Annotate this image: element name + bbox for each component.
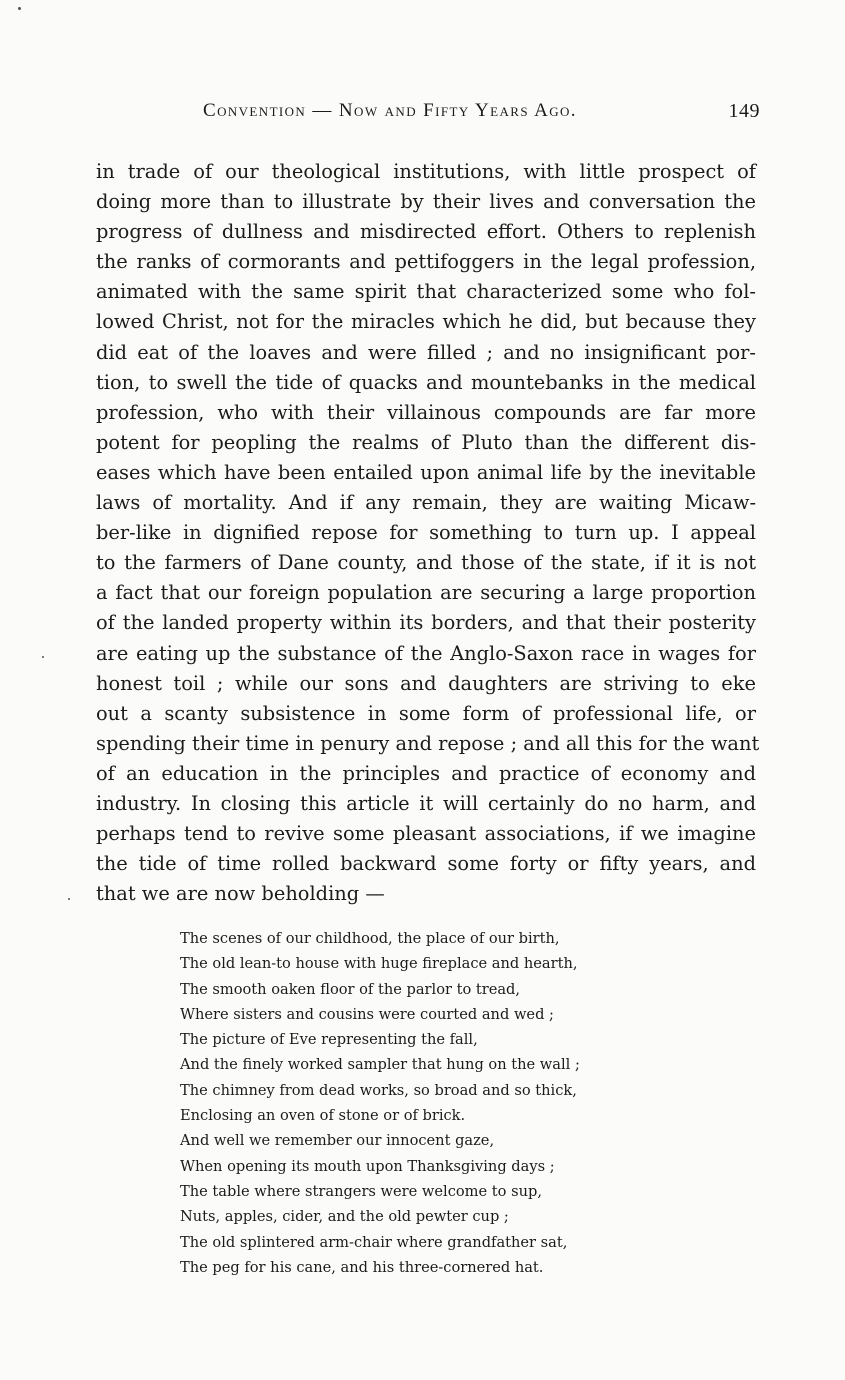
poem-line: Enclosing an oven of stone or of brick. [180,1107,466,1125]
text-line: of the landed property within its borders, and that their posterity [96,611,756,635]
text-line: a fact that our foreign population are securing a large proportion [96,581,756,605]
text-line: the ranks of cormorants and pettifoggers in the legal profession, [96,250,756,274]
text-line: out a scanty subsistence in some form of professional life, or [96,701,756,725]
text-line: honest toil ; while our sons and daughters are striving to eke [96,671,756,695]
text-line: profession, who with their villainous compounds are far more [96,400,756,424]
text-line: did eat of the loaves and were filled ; and no insignificant por- [96,340,756,364]
running-title: Convention — Now and Fifty Years Ago. [203,100,577,121]
text-line: doing more than to illustrate by their lives and conversation the [96,190,756,214]
poem-line: The smooth oaken floor of the parlor to tread, [180,980,521,998]
text-line: spending their time in penury and repose ; and all this for the want [96,731,760,755]
page-number: 149 [728,100,760,122]
ink-speck [18,7,21,10]
poem-line: The chimney from dead works, so broad and so thick, [180,1081,577,1099]
text-line: that we are now beholding — [96,882,385,906]
poem-line: When opening its mouth upon Thanksgiving days ; [180,1157,555,1175]
ink-speck [42,656,44,658]
text-line: in trade of our theological institutions, with little prospect of [96,160,756,183]
text-line: lowed Christ, not for the miracles which he did, but because they [96,310,756,334]
poem-line: The old splintered arm-chair where grandfather sat, [180,1233,568,1251]
running-head [100,100,760,130]
text-line: laws of mortality. And if any remain, they are waiting Micaw- [96,491,756,515]
poem-line: The old lean-to house with huge fireplace and hearth, [180,955,578,973]
text-line: progress of dullness and misdirected effort. Others to replenish [96,220,756,244]
poem-line: Nuts, apples, cider, and the old pewter cup ; [180,1208,509,1226]
poem-line: The table where strangers were welcome to sup, [180,1182,542,1200]
text-line: to the farmers of Dane county, and those of the state, if it is not [96,551,756,575]
text-line: animated with the same spirit that characterized some who fol- [96,280,756,304]
ink-speck [68,898,70,900]
text-line: are eating up the substance of the Anglo-Saxon race in wages for [96,641,756,665]
text-line: the tide of time rolled backward some forty or fifty years, and [96,852,756,876]
text-line: of an education in the principles and practice of economy and [96,761,756,785]
body-text [96,157,760,909]
poem-line: And the finely worked sampler that hung on the wall ; [180,1056,580,1074]
poem-line: The scenes of our childhood, the place of our birth, [180,930,560,947]
text-line: industry. In closing this article it will certainly do no harm, and [96,791,756,815]
text-line: perhaps tend to revive some pleasant associations, if we imagine [96,822,756,846]
text-line: potent for peopling the realms of Pluto than the different dis- [96,430,756,454]
text-line: eases which have been entailed upon animal life by the inevitable [96,460,756,484]
poem-stanza [180,926,660,1280]
poem-line: And well we remember our innocent gaze, [180,1132,495,1150]
poem-line: Where sisters and cousins were courted and wed ; [180,1005,554,1023]
poem-line: The picture of Eve representing the fall, [180,1031,478,1049]
poem-line: The peg for his cane, and his three-cornered hat. [180,1258,544,1276]
text-line: ber-like in dignified repose for something to turn up. I appeal [96,521,756,545]
text-line: tion, to swell the tide of quacks and mountebanks in the medical [96,370,756,394]
